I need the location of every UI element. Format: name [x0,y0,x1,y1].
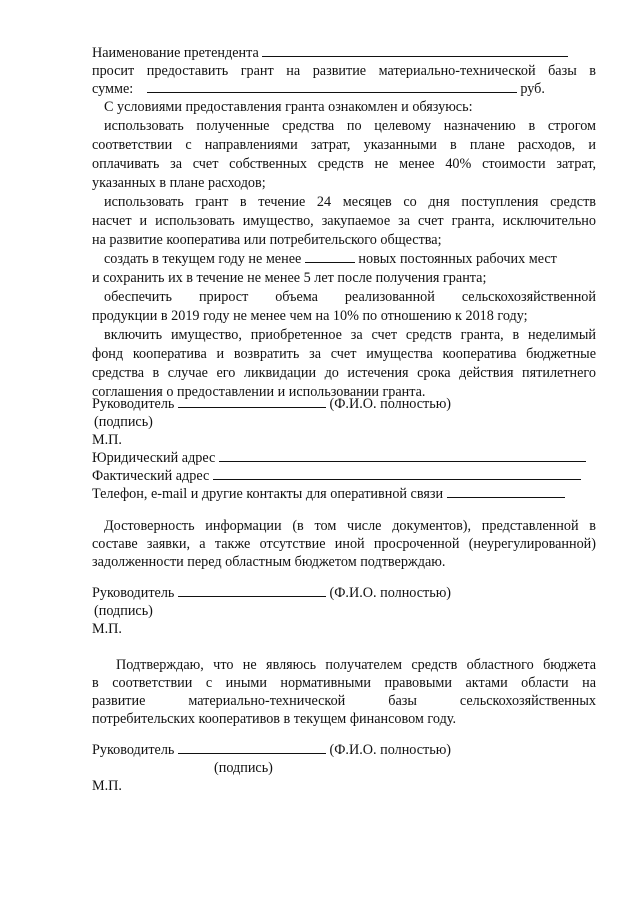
sign-caption: (подпись) [94,414,153,430]
sign-caption: (подпись) [214,760,273,776]
commitment-1-line: оплачивать за счет собственных средств не менее 40% стоимости затрат, [92,156,596,172]
actual-address-field[interactable] [213,467,581,480]
jobs-label-end: новых постоянных рабочих мест [358,251,557,267]
commitment-3-line [104,250,596,268]
stamp-label: М.П. [92,621,122,637]
applicant-name-line [92,44,596,62]
currency-label: руб. [520,81,545,97]
contacts-label: Телефон, e-mail и другие контакты для оперативной связи [92,486,444,502]
amount-label: сумме: [92,81,134,97]
fio-label: (Ф.И.О. полностью) [329,396,452,412]
commitments-intro: С условиями предоставления гранта ознакомлен и обязуюсь: [104,99,473,115]
commitment-2-line: использовать грант в течение 24 месяцев со дня поступления средств [104,194,596,210]
reliability-line: составе заявки, а также отсутствие иной просроченной (неурегулированной) [92,536,596,552]
commitment-1-line: использовать полученные средства по целевому назначению в строгом [104,118,596,134]
legal-address-line [92,449,596,467]
confirmation-line: Подтверждаю, что не являюсь получателем средств областного бюджета [116,657,596,673]
commitment-3-line: и сохранить их в течение не менее 5 лет после получения гранта; [92,270,487,286]
head-label: Руководитель [92,396,175,412]
commitment-1-line: соответствии с направлениями затрат, указанными в плане расходов, и [92,137,596,153]
signature-line-1 [92,395,596,413]
sign-caption: (подпись) [94,603,153,619]
commitment-4-line: продукции в 2019 году не менее чем на 10% по отношению к 2018 году; [92,308,528,324]
contacts-field[interactable] [447,485,565,498]
commitment-5-line: средства в случае его ликвидации до истечения срока действия пятилетнего [92,365,596,381]
jobs-count-field[interactable] [305,250,355,263]
head-signature-field[interactable] [178,395,326,408]
head-label: Руководитель [92,742,175,758]
confirmation-line: развитие материально-технической базы сельскохозяйственных [92,693,596,709]
commitment-1-line: указанных в плане расходов; [92,175,266,191]
commitment-5-line: фонд кооператива и возвратить за счет имущества кооператива бюджетные [92,346,596,362]
reliability-line: Достоверность информации (в том числе документов), представленной в [104,518,596,534]
jobs-label-start: создать в текущем году не менее [104,251,302,267]
signature-line-3 [92,741,596,759]
actual-address-label: Фактический адрес [92,468,210,484]
legal-address-label: Юридический адрес [92,450,216,466]
commitment-2-line: насчет и использовать имущество, закупаемое за счет гранта, исключительно [92,213,596,229]
request-amount-line [92,80,596,98]
amount-field[interactable] [147,80,517,93]
fio-label: (Ф.И.О. полностью) [329,742,452,758]
head-signature-field[interactable] [178,741,326,754]
stamp-label: М.П. [92,432,122,448]
commitment-4-line: обеспечить прирост объема реализованной сельскохозяйственной [104,289,596,305]
applicant-name-field[interactable] [262,44,568,57]
commitment-5-line: включить имущество, приобретенное за счет средств гранта, в неделимый [104,327,596,343]
legal-address-field[interactable] [219,449,586,462]
contacts-line [92,485,596,503]
signature-line-2 [92,584,596,602]
confirmation-line: потребительских кооперативов в текущем финансовом году. [92,711,457,727]
confirmation-line: в соответствии с иными нормативными правовыми актами области на [92,675,596,691]
request-line-1: просит предоставить грант на развитие материально-технической базы в [92,63,596,79]
fio-label: (Ф.И.О. полностью) [329,585,452,601]
commitment-5-line: соглашения о предоставлении и использовании гранта. [92,384,426,400]
commitment-2-line: на развитие кооператива или потребительского общества; [92,232,442,248]
stamp-label: М.П. [92,778,122,794]
actual-address-line [92,467,596,485]
reliability-line: задолженности перед областным бюджетом подтверждаю. [92,554,446,570]
head-signature-field[interactable] [178,584,326,597]
applicant-name-label: Наименование претендента [92,45,259,61]
head-label: Руководитель [92,585,175,601]
